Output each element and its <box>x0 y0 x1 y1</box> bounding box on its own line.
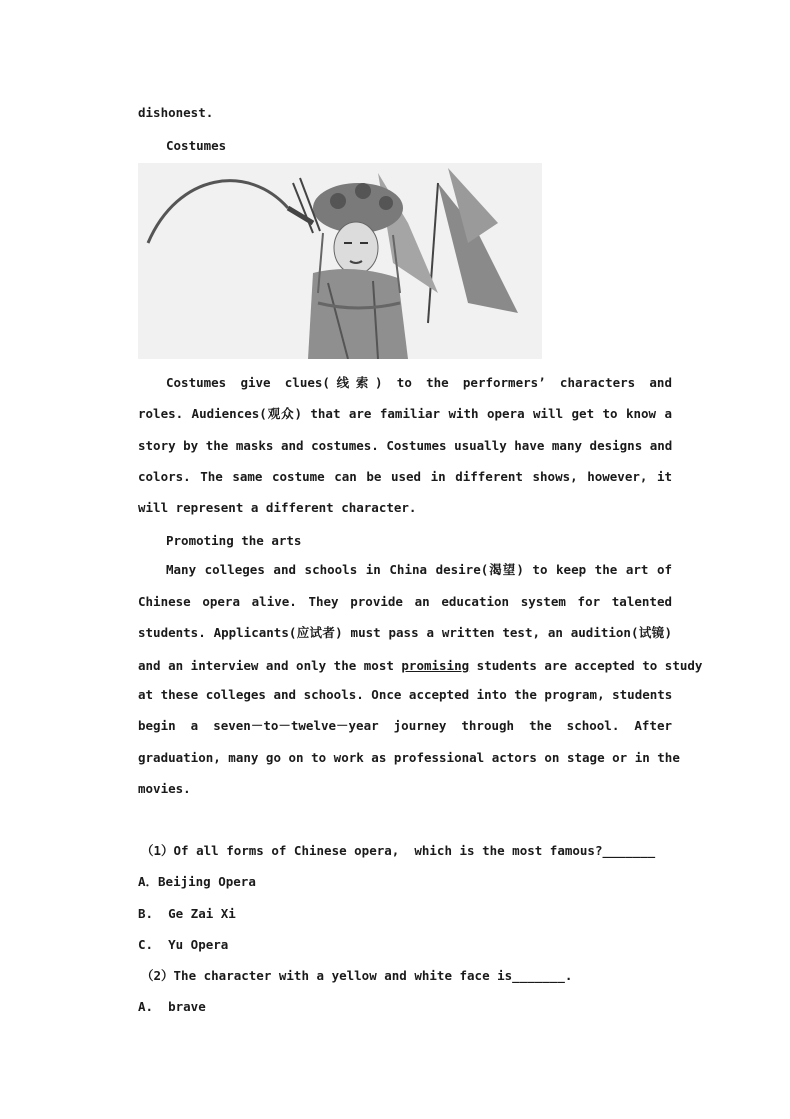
costumes-paragraph-line-1: Costumes give clues(线索) to the performers’ characters and <box>166 375 672 390</box>
promoting-paragraph-line-8: movies. <box>138 781 191 796</box>
question-2-option-a: A. brave <box>138 999 206 1014</box>
costumes-paragraph-line-2: roles. Audiences(观众) that are familiar with opera will get to know a <box>138 406 672 421</box>
line-4-end: students are accepted to study <box>469 658 703 673</box>
question-1: （1）Of all forms of Chinese opera, which is the most famous?_______ <box>141 843 656 858</box>
promoting-paragraph-line-1: Many colleges and schools in China desire(渴望) to keep the art of <box>166 562 672 577</box>
text-fragment: dishonest. <box>138 105 214 120</box>
opera-performer-illustration <box>138 163 542 359</box>
promoting-paragraph-line-3: students. Applicants(应试者) must pass a written test, an audition(试镜) <box>138 625 672 640</box>
promoting-paragraph-line-7: graduation, many go on to work as professional actors on stage or in the <box>138 750 680 765</box>
promoting-paragraph-line-4 <box>138 658 702 674</box>
promoting-paragraph-line-6: begin a seven－to－twelve－year journey through the school. After <box>138 718 672 733</box>
question-1-option-c: C. Yu Opera <box>138 937 229 952</box>
question-1-option-b: B. Ge Zai Xi <box>138 906 236 921</box>
promoting-paragraph-line-5: at these colleges and schools. Once accepted into the program, students <box>138 687 673 702</box>
opera-costume-figure <box>138 163 542 359</box>
heading-promoting-the-arts: Promoting the arts <box>166 533 302 548</box>
heading-costumes: Costumes <box>166 138 227 153</box>
costumes-paragraph-line-3: story by the masks and costumes. Costumes usually have many designs and <box>138 438 673 453</box>
question-2: （2）The character with a yellow and white face is_______. <box>141 968 573 983</box>
line-4-start: and an interview and only the most <box>138 658 402 673</box>
promoting-paragraph-line-2: Chinese opera alive. They provide an education system for talented <box>138 594 672 609</box>
question-1-option-a: A．Beijing Opera <box>138 874 256 889</box>
costumes-paragraph-line-5: will represent a different character. <box>138 500 417 515</box>
costumes-paragraph-line-4: colors. The same costume can be used in different shows, however, it <box>138 469 672 484</box>
underlined-word-promising: promising <box>401 658 470 673</box>
